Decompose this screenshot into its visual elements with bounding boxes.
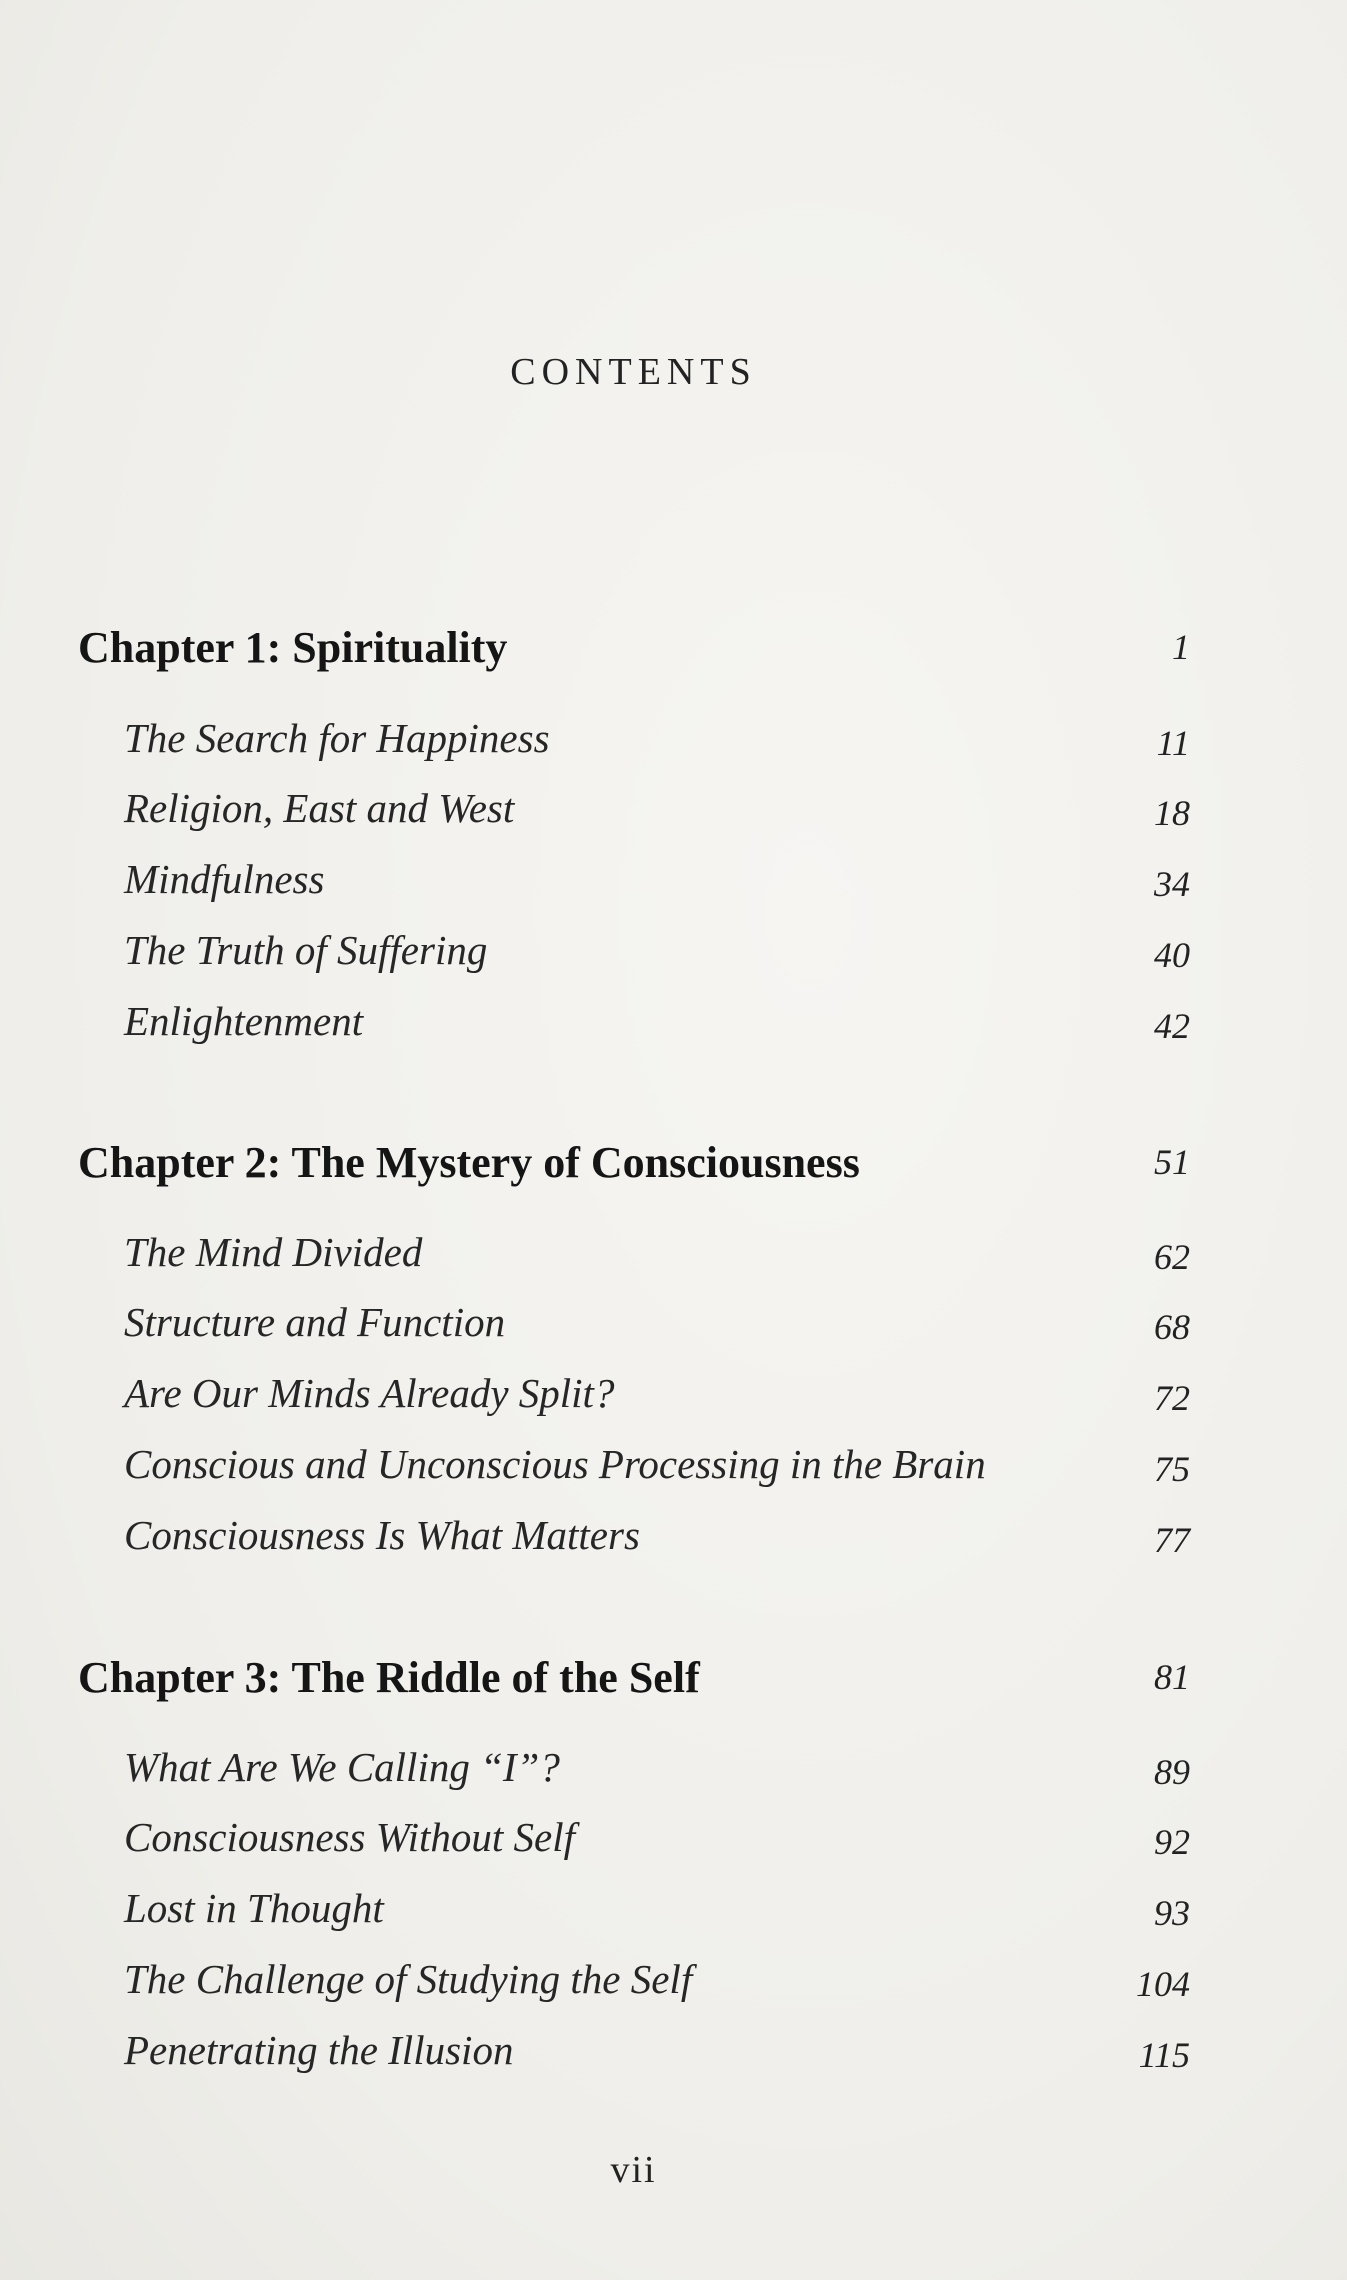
chapter-1-page: 1 — [1172, 627, 1190, 667]
entry-page: 34 — [1154, 864, 1190, 904]
entry-title: Consciousness Without Self — [124, 1814, 575, 1860]
toc-entry — [124, 855, 1198, 915]
entry-title: Enlightenment — [124, 998, 364, 1044]
entry-title: Consciousness Is What Matters — [124, 1512, 640, 1558]
chapter-2-title: Chapter 2: The Mystery of Consciousness — [78, 1138, 860, 1187]
chapter-3-row — [78, 1652, 1198, 1732]
toc-entry — [124, 784, 1198, 844]
chapter-3-page: 81 — [1154, 1657, 1190, 1697]
entry-title: Structure and Function — [124, 1299, 506, 1345]
entry-title: Penetrating the Illusion — [124, 2027, 514, 2073]
entry-title: What Are We Calling “I”? — [124, 1744, 560, 1790]
chapter-3-title: Chapter 3: The Riddle of the Self — [78, 1653, 700, 1702]
toc-entry — [124, 2026, 1198, 2086]
contents-heading: CONTENTS — [510, 351, 757, 393]
entry-page: 115 — [1138, 2035, 1190, 2075]
entry-page: 77 — [1154, 1520, 1190, 1560]
entry-title: Religion, East and West — [124, 785, 515, 831]
entry-title: Lost in Thought — [124, 1885, 384, 1931]
toc-entry — [124, 926, 1198, 986]
entry-page: 40 — [1154, 935, 1190, 975]
toc-entry — [124, 714, 1198, 774]
entry-title: The Mind Divided — [124, 1229, 423, 1275]
entry-page: 11 — [1156, 723, 1190, 763]
entry-page: 93 — [1154, 1893, 1190, 1933]
entry-title: Conscious and Unconscious Processing in the Brain — [124, 1441, 986, 1487]
toc-entry — [124, 1228, 1198, 1288]
chapter-2-row — [78, 1137, 1198, 1217]
toc-entry — [124, 1511, 1198, 1571]
entry-page: 92 — [1154, 1822, 1190, 1862]
entry-title: Are Our Minds Already Split? — [124, 1370, 615, 1416]
entry-page: 104 — [1136, 1964, 1190, 2004]
entry-page: 42 — [1154, 1006, 1190, 1046]
entry-page: 89 — [1154, 1752, 1190, 1792]
entry-title: Mindfulness — [124, 856, 325, 902]
chapter-1-title: Chapter 1: Spirituality — [78, 623, 508, 672]
chapter-1-row — [78, 622, 1198, 702]
toc-entry — [124, 997, 1198, 1057]
entry-page: 75 — [1154, 1449, 1190, 1489]
toc-entry — [124, 1884, 1198, 1944]
toc-entry — [124, 1369, 1198, 1429]
toc-entry — [124, 1955, 1198, 2015]
entry-page: 18 — [1154, 793, 1190, 833]
entry-page: 68 — [1154, 1307, 1190, 1347]
entry-title: The Truth of Suffering — [124, 927, 488, 973]
toc-entry — [124, 1743, 1198, 1803]
toc-entry — [124, 1440, 1198, 1500]
toc-entry — [124, 1298, 1198, 1358]
page-number: vii — [610, 2149, 657, 2191]
toc-entry — [124, 1813, 1198, 1873]
entry-title: The Search for Happiness — [124, 715, 550, 761]
entry-title: The Challenge of Studying the Self — [124, 1956, 693, 2002]
entry-page: 62 — [1154, 1237, 1190, 1277]
entry-page: 72 — [1154, 1378, 1190, 1418]
chapter-2-page: 51 — [1154, 1142, 1190, 1182]
